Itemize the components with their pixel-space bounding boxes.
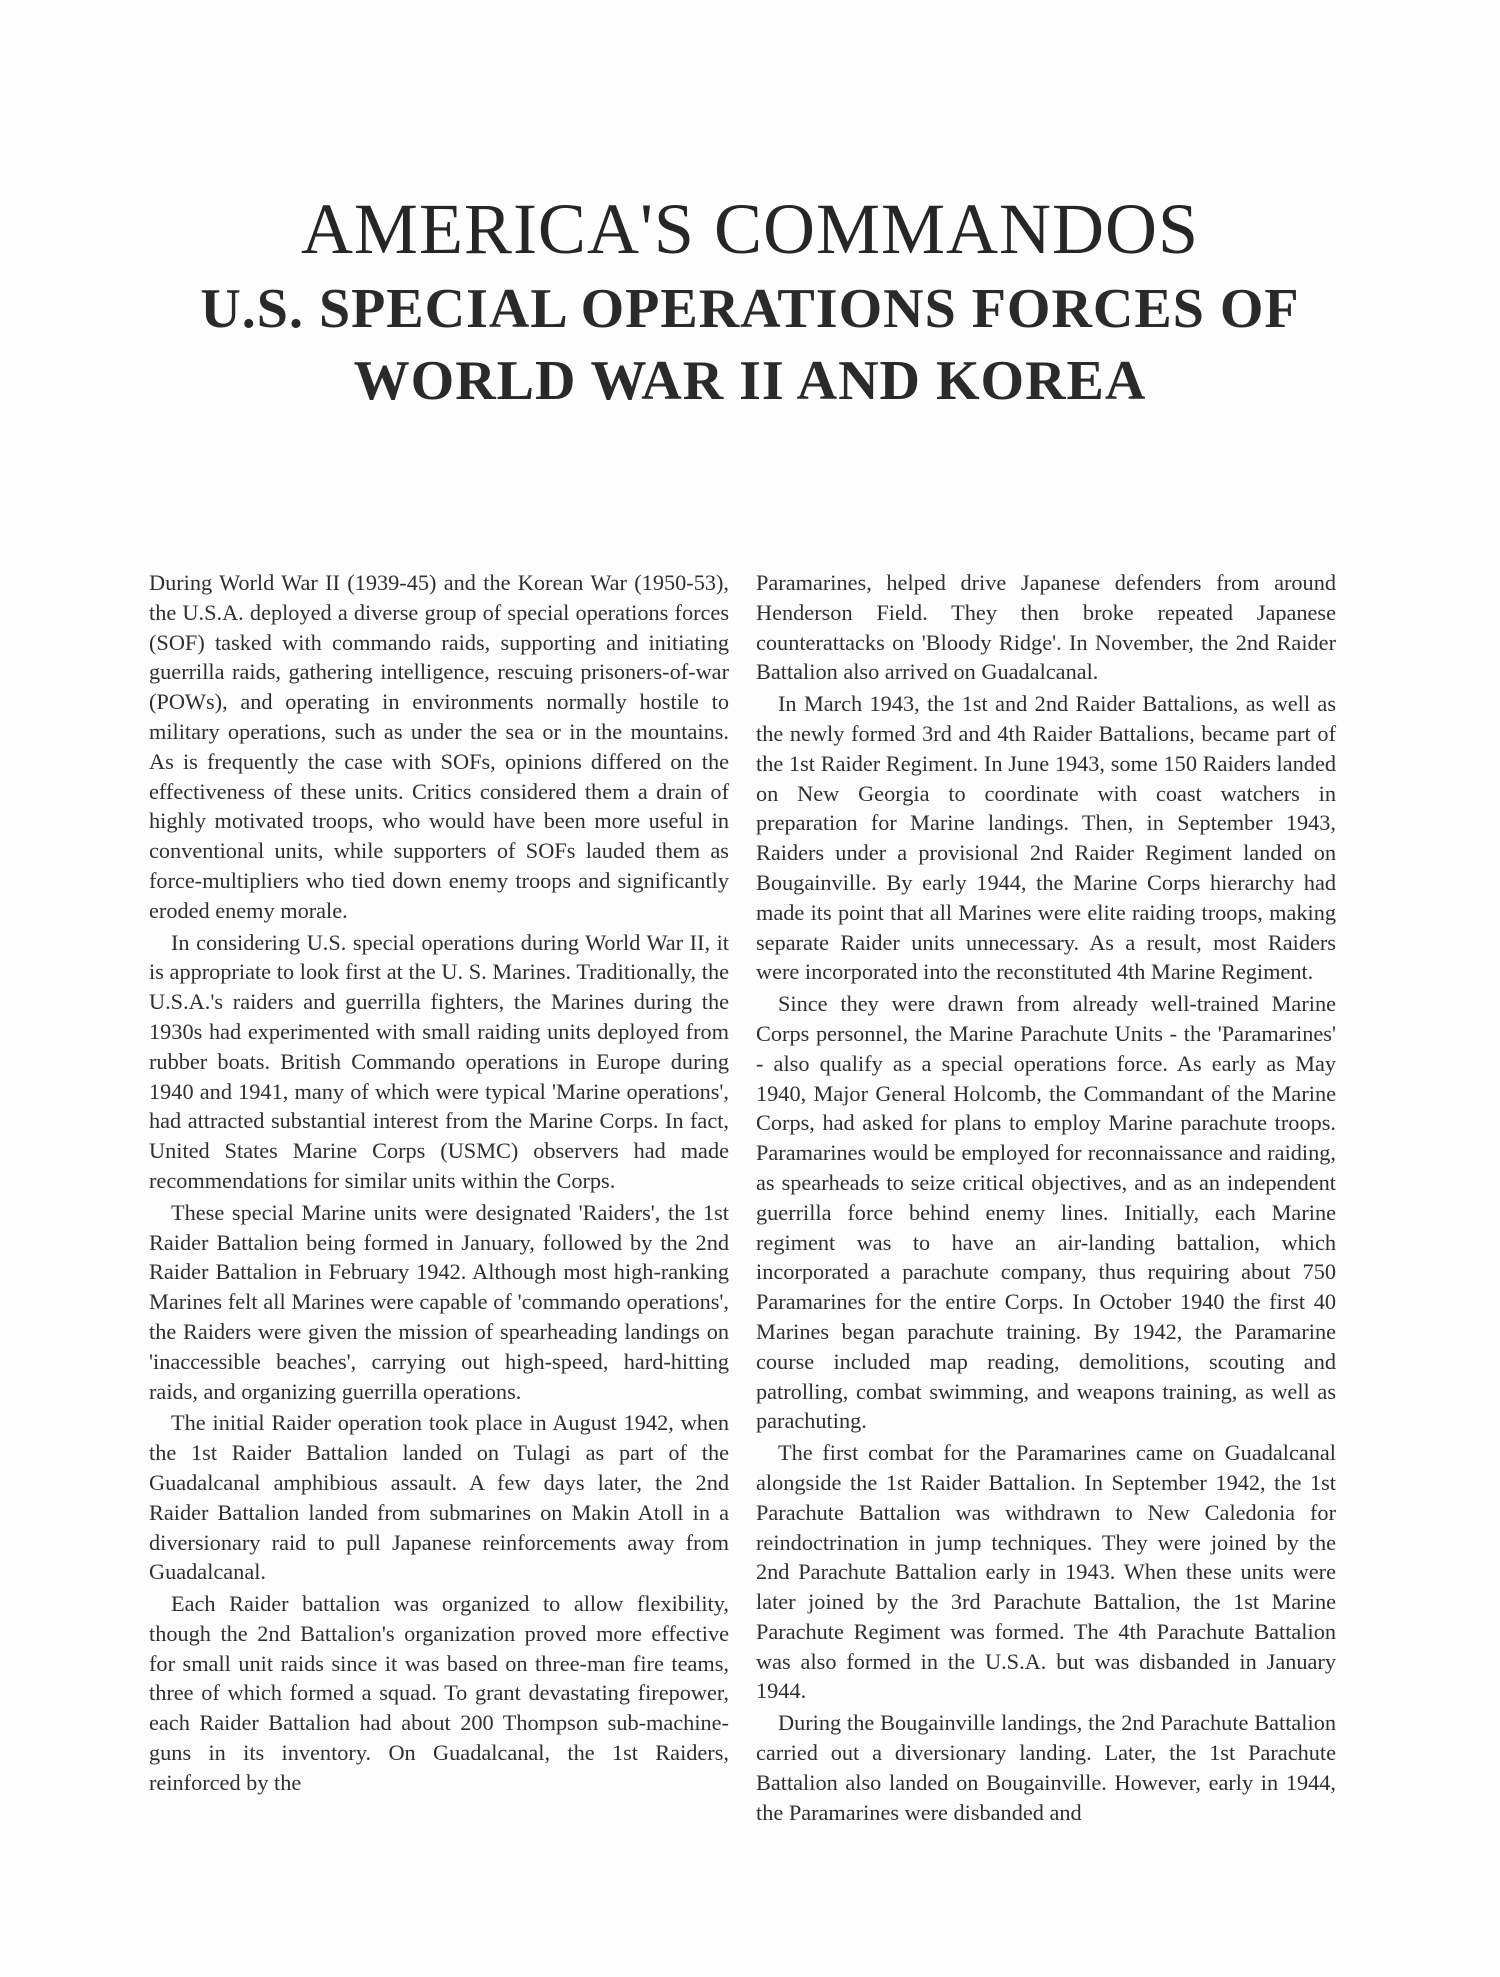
- paragraph: During World War II (1939-45) and the Korean War (1950-53), the U.S.A. deployed a diverse group of special operations forces (SOF) tasked with commando raids, supporting and initiating guerrilla raids, gathering intelligence, rescuing prisoners-of-war (POWs), and operating in environments normally hostile to military operations, such as under the sea or in the mountains. As is frequently the case with SOFs, opinions differed on the effectiveness of these units. Critics considered them a drain of highly motivated troops, who would have been more useful in conventional units, while supporters of SOFs lauded them as force-multipliers who tied down enemy troops and significantly eroded enemy morale.: [149, 570, 729, 923]
- main-title: AMERICA'S COMMANDOS: [300, 189, 1200, 269]
- subtitle-line-2: WORLD WAR II AND KOREA: [353, 350, 1147, 412]
- paragraph: Each Raider battalion was organized to allow flexibility, though the 2nd Battalion's organization proved more effective for small unit raids since it was based on three-man fire teams, three of which formed a squad. To grant devastating firepower, each Raider Battalion had about 200 Thompson sub-machine-guns in its inventory. On Guadalcanal, the 1st Raiders, reinforced by the: [149, 1591, 729, 1795]
- paragraph: The first combat for the Paramarines came on Guadalcanal alongside the 1st Raider Battalion. In September 1942, the 1st Parachute Battalion was withdrawn to New Caledonia for reindoctrination in jump techniques. They were joined by the 2nd Parachute Battalion early in 1943. When these units were later joined by the 3rd Parachute Battalion, the 1st Marine Parachute Regiment was formed. The 4th Parachute Battalion was also formed in the U.S.A. but was disbanded in January 1944.: [756, 1440, 1336, 1704]
- right-column: [756, 568, 1336, 1829]
- paragraph: In considering U.S. special operations during World War II, it is appropriate to look first at the U. S. Marines. Traditionally, the U.S.A.'s raiders and guerrilla fighters, the Marines during the 1930s had experimented with small raiding units deployed from rubber boats. British Commando operations in Europe during 1940 and 1941, many of which were typical 'Marine operations', had attracted substantial interest from the Marine Corps. In fact, United States Marine Corps (USMC) observers had made recommendations for similar units within the Corps.: [149, 929, 729, 1193]
- subtitle-line-1: U.S. SPECIAL OPERATIONS FORCES OF: [200, 278, 1300, 340]
- paragraph: During the Bougainville landings, the 2nd Parachute Battalion carried out a diversionary landing. Later, the 1st Parachute Battalion also landed on Bougainville. However, early in 1944, the Paramarines were disbanded and: [756, 1710, 1336, 1825]
- paragraph: The initial Raider operation took place in August 1942, when the 1st Raider Battalion landed on Tulagi as part of the Guadalcanal amphibious assault. A few days later, the 2nd Raider Battalion landed from submarines on Makin Atoll in a diversionary raid to pull Japanese reinforcements away from Guadalcanal.: [149, 1410, 729, 1585]
- left-column: [149, 568, 729, 1800]
- paragraph: Since they were drawn from already well-trained Marine Corps personnel, the Marine Parachute Units - the 'Paramarines' - also qualify as a special operations force. As early as May 1940, Major General Holcomb, the Commandant of the Marine Corps, had asked for plans to employ Marine parachute troops. Paramarines would be employed for reconnaissance and raiding, as spearheads to seize critical objectives, and as an independent guerrilla force behind enemy lines. Initially, each Marine regiment was to have an air-landing battalion, which incorporated a parachute company, thus requiring about 750 Paramarines for the entire Corps. In October 1940 the first 40 Marines began parachute training. By 1942, the Paramarine course included map reading, demolitions, scouting and patrolling, combat swimming, and weapons training, as well as parachuting.: [756, 991, 1336, 1434]
- paragraph: Paramarines, helped drive Japanese defenders from around Henderson Field. They then broke repeated Japanese counterattacks on 'Bloody Ridge'. In November, the 2nd Raider Battalion also arrived on Guadalcanal.: [756, 570, 1336, 685]
- paragraph: These special Marine units were designated 'Raiders', the 1st Raider Battalion being formed in January, followed by the 2nd Raider Battalion in February 1942. Although most high-ranking Marines felt all Marines were capable of 'commando operations', the Raiders were given the mission of spearheading landings on 'inaccessible beaches', carrying out high-speed, hard-hitting raids, and organizing guerrilla operations.: [149, 1199, 729, 1404]
- page-title: [0, 185, 1500, 417]
- paragraph: In March 1943, the 1st and 2nd Raider Battalions, as well as the newly formed 3rd and 4th Raider Battalions, became part of the 1st Raider Regiment. In June 1943, some 150 Raiders landed on New Georgia to coordinate with coast watchers in preparation for Marine landings. Then, in September 1943, Raiders under a provisional 2nd Raider Regiment landed on Bougainville. By early 1944, the Marine Corps hierarchy had made its point that all Marines were elite raiding troops, making separate Raider units unnecessary. As a result, most Raiders were incorporated into the reconstituted 4th Marine Regiment.: [756, 691, 1336, 985]
